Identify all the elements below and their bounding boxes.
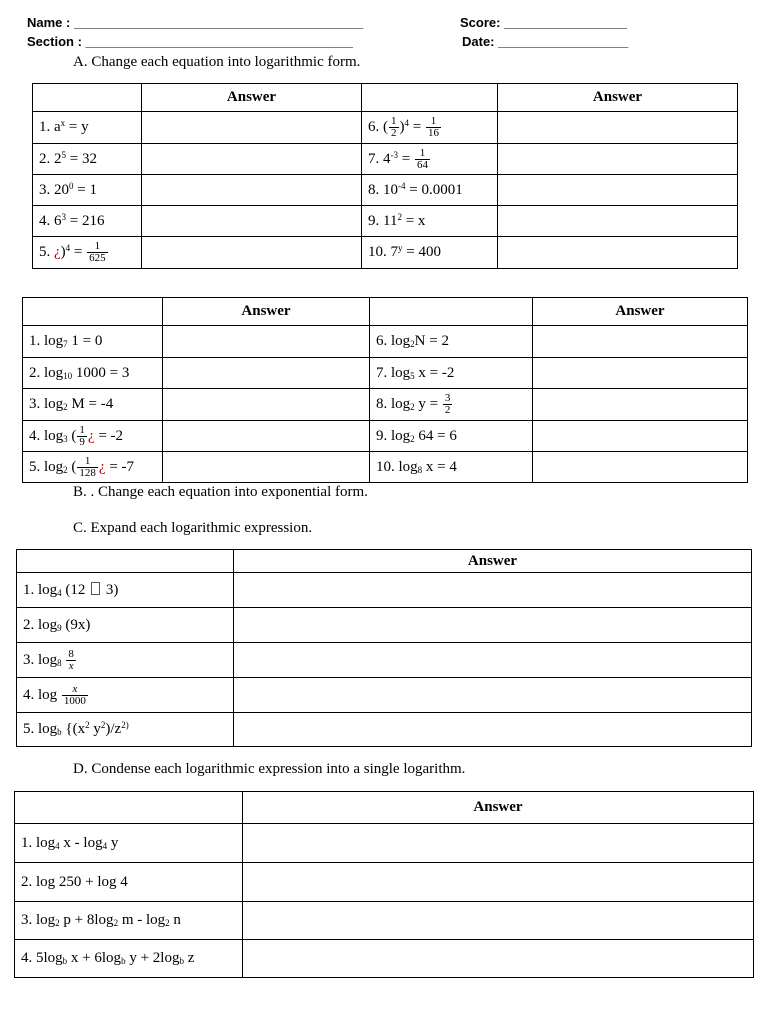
instruction-a: A. Change each equation into logarithmic form. (73, 54, 361, 70)
answer-cell-3[interactable] (163, 389, 370, 421)
table-row (17, 713, 752, 747)
answer-cell-4[interactable] (163, 421, 370, 452)
answer-header: Answer (498, 84, 738, 112)
answer-header: Answer (142, 84, 362, 112)
answer-cell-3[interactable] (243, 902, 754, 940)
answer-cell-9[interactable] (533, 421, 748, 452)
answer-header: Answer (533, 298, 748, 326)
instruction-b: B. . Change each equation into exponential form. (73, 484, 368, 500)
answer-cell-4[interactable] (142, 206, 362, 237)
question-2: 2. log 250 + log 4 (15, 863, 243, 902)
date-field[interactable] (462, 34, 628, 50)
score-label: Score: (460, 15, 501, 30)
table-d (14, 791, 754, 978)
answer-cell-6[interactable] (533, 326, 748, 358)
question-1: 1. $\log_4 (12$ 3) (17, 573, 234, 608)
answer-header: Answer (234, 550, 752, 573)
question-4: 4. log $\frac{x}{1000}$ (17, 678, 234, 713)
score-line[interactable]: _________________ (504, 15, 628, 30)
table-row (15, 824, 754, 863)
table-b-header-row (23, 298, 748, 326)
table-row (15, 863, 754, 902)
answer-cell-2[interactable] (163, 358, 370, 389)
name-line[interactable]: ________________________________________ (73, 15, 364, 30)
question-10: 10. $7^y = 400$ (362, 237, 498, 269)
table-a-header-row (33, 84, 738, 112)
question-4: 4. $\log_3$ ( $\frac{1}{9}$ ¿ = -2 (23, 421, 163, 452)
answer-cell-2[interactable] (243, 863, 754, 902)
question-4: 4. $6^3 = 216$ (33, 206, 142, 237)
instruction-c: C. Expand each logarithmic expression. (73, 520, 313, 536)
header-blank (23, 298, 163, 326)
answer-cell-1[interactable] (234, 573, 752, 608)
answer-cell-2[interactable] (142, 144, 362, 175)
answer-cell-5[interactable] (234, 713, 752, 747)
table-d-header-row (15, 792, 754, 824)
answer-cell-7[interactable] (498, 144, 738, 175)
question-1: 1. $a^x = y$ (33, 112, 142, 144)
table-row (33, 144, 738, 175)
table-row (23, 389, 748, 421)
table-row (17, 608, 752, 643)
answer-cell-5[interactable] (163, 452, 370, 483)
question-7: 7. $4^{-3}$ = $\frac{1}{64}$ (362, 144, 498, 175)
answer-cell-1[interactable] (142, 112, 362, 144)
header-blank (370, 298, 533, 326)
answer-cell-7[interactable] (533, 358, 748, 389)
question-1: 1. $\log_4 x - \log_4 y$ (15, 824, 243, 863)
answer-cell-4[interactable] (243, 940, 754, 978)
question-3: 3. $\log_8$ $\frac{8}{x}$ (17, 643, 234, 678)
answer-cell-10[interactable] (498, 237, 738, 269)
answer-cell-1[interactable] (243, 824, 754, 863)
question-3: 3. $\log_2 p + 8\log_2$ m - $\log_2 n$ (15, 902, 243, 940)
question-9: 9. $\log_2 64 = 6$ (370, 421, 533, 452)
question-5: 5. $\log_b \{(x^2$ $y^2)/z^{2)}$ (17, 713, 234, 747)
question-3: 3. $\log_2 M = -4$ (23, 389, 163, 421)
answer-header: Answer (163, 298, 370, 326)
answer-cell-9[interactable] (498, 206, 738, 237)
question-7: 7. $\log_5 x = -2$ (370, 358, 533, 389)
instruction-d: D. Condense each logarithmic expression into a single logarithm. (73, 761, 466, 777)
table-b (22, 297, 748, 483)
header-blank (33, 84, 142, 112)
answer-cell-8[interactable] (533, 389, 748, 421)
question-2: 2. $2^5 = 32$ (33, 144, 142, 175)
table-row (15, 940, 754, 978)
table-row (23, 421, 748, 452)
table-row (33, 112, 738, 144)
question-5: 5. ¿)$^4$ = $\frac{1}{625}$ (33, 237, 142, 269)
answer-cell-10[interactable] (533, 452, 748, 483)
answer-cell-4[interactable] (234, 678, 752, 713)
answer-cell-2[interactable] (234, 608, 752, 643)
question-5: 5. $\log_2$ ( $\frac{1}{128}$ ¿ = -7 (23, 452, 163, 483)
table-row (33, 175, 738, 206)
table-c (16, 549, 752, 747)
table-row (17, 643, 752, 678)
question-6: 6. $\log_2N = 2$ (370, 326, 533, 358)
question-2: 2. $\log_{10} 1000 = 3$ (23, 358, 163, 389)
answer-cell-8[interactable] (498, 175, 738, 206)
date-label: Date: (462, 34, 495, 49)
table-row (33, 206, 738, 237)
name-label: Name : (27, 15, 71, 30)
question-1: 1. $\log_7 1 = 0$ (23, 326, 163, 358)
header-blank (17, 550, 234, 573)
date-line[interactable]: __________________ (498, 34, 629, 49)
answer-cell-3[interactable] (234, 643, 752, 678)
question-8: 8. $10^{-4} = 0.0001$ (362, 175, 498, 206)
answer-cell-1[interactable] (163, 326, 370, 358)
header-blank (15, 792, 243, 824)
header-blank (362, 84, 498, 112)
answer-cell-6[interactable] (498, 112, 738, 144)
score-field[interactable] (460, 15, 627, 31)
section-line[interactable]: _____________________________________ (85, 34, 354, 49)
section-field[interactable] (27, 34, 353, 50)
name-field[interactable] (27, 15, 363, 31)
table-row (23, 326, 748, 358)
question-4: 4. $5\log_b$ $x + 6\log_b$ $y + 2\log_b$ z (15, 940, 243, 978)
table-row (23, 452, 748, 483)
question-2: 2. $\log_9 (9x)$ (17, 608, 234, 643)
section-label: Section : (27, 34, 82, 49)
table-row (23, 358, 748, 389)
answer-cell-3[interactable] (142, 175, 362, 206)
table-row (15, 902, 754, 940)
answer-header: Answer (243, 792, 754, 824)
question-9: 9. $11^2 = x$ (362, 206, 498, 237)
table-row (17, 678, 752, 713)
table-row (33, 237, 738, 269)
table-row (17, 573, 752, 608)
answer-cell-5[interactable] (142, 237, 362, 269)
missing-glyph-icon (91, 582, 100, 595)
question-8: 8. $\log_2 y$ = $\frac{3}{2}$ (370, 389, 533, 421)
table-c-header-row (17, 550, 752, 573)
table-a (32, 83, 738, 269)
question-10: 10. $\log_8 x = 4$ (370, 452, 533, 483)
question-3: 3. $20^0 = 1$ (33, 175, 142, 206)
question-6: 6. ( $\frac{1}{2}$ )$^4$ = $\frac{1}{16}$ (362, 112, 498, 144)
